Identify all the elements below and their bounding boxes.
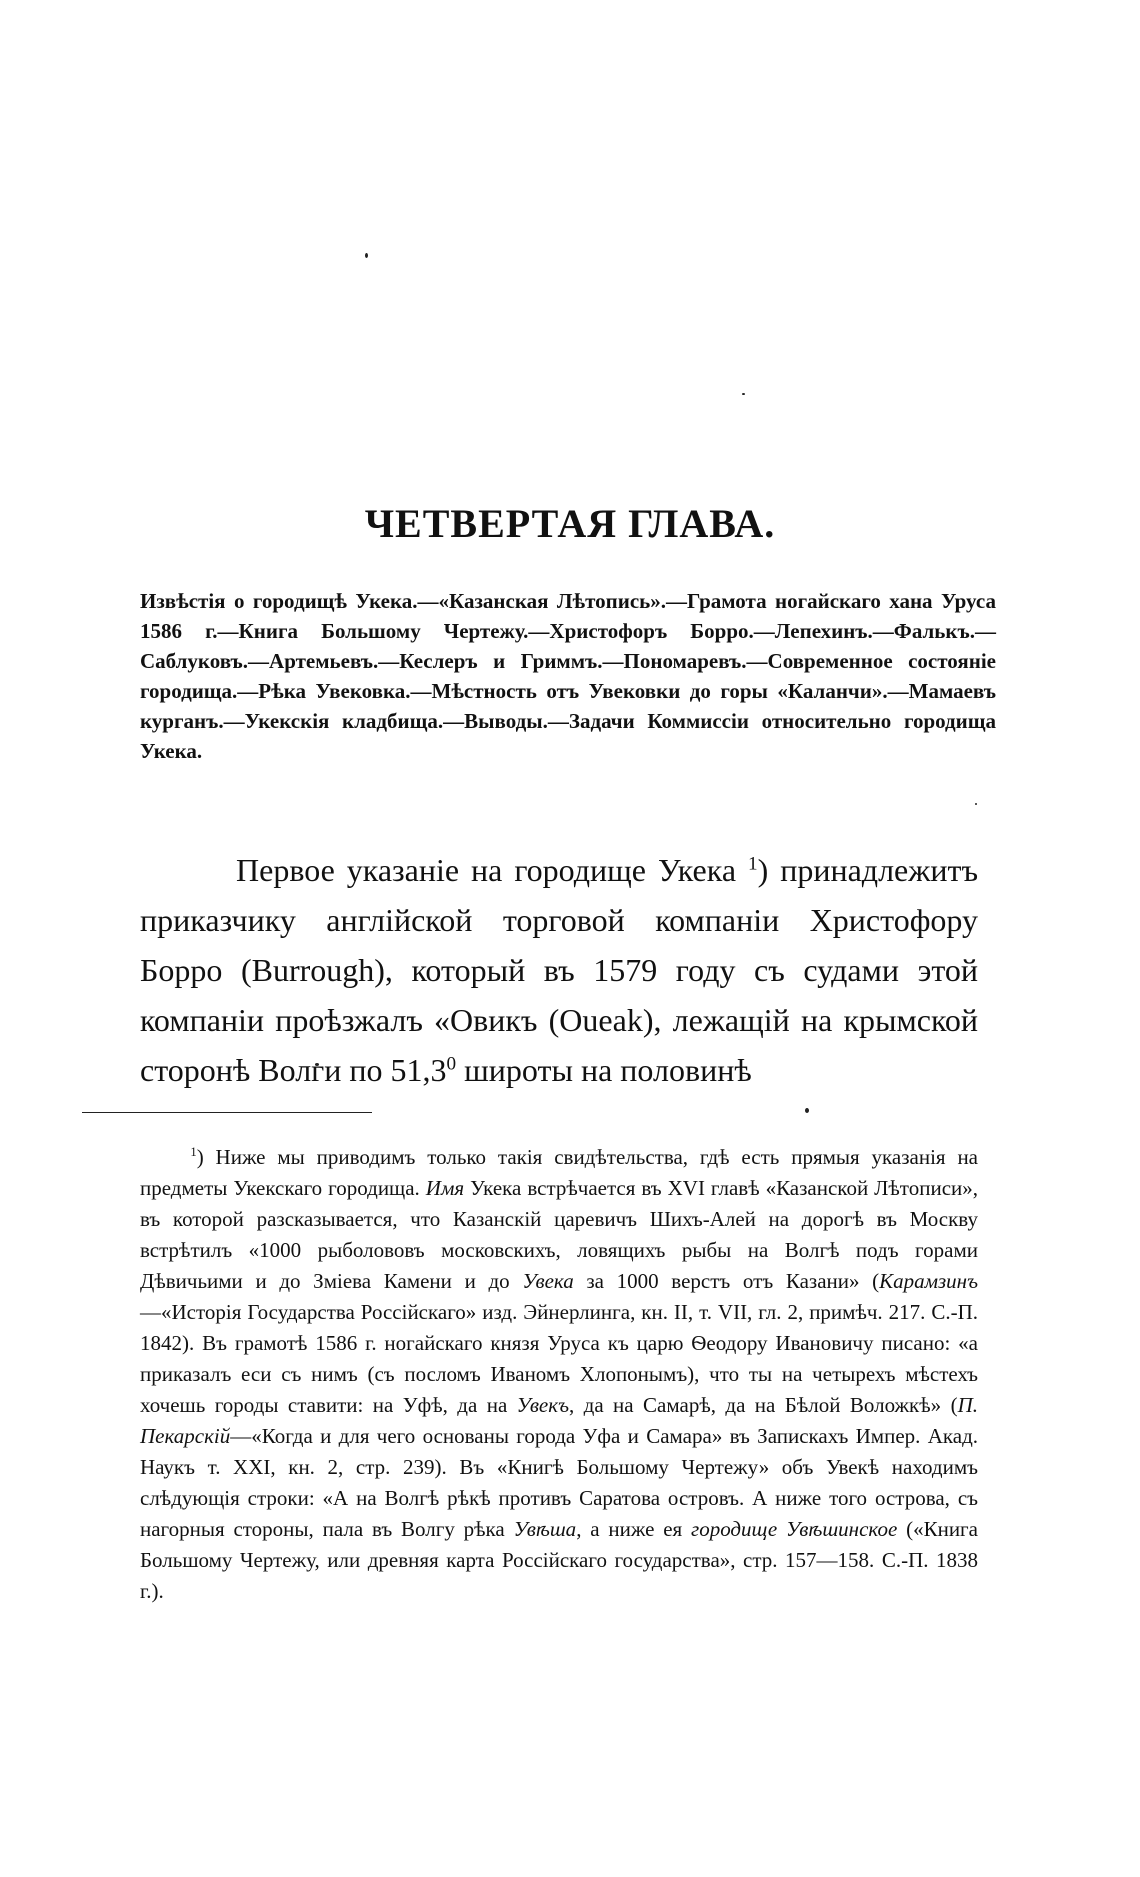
footnote-text: —«Когда и для чего основаны города Уфа и Самара» въ Запискахъ Импер. Акад. Наукъ т. XXI, кн. 2, стр. 239). Въ «Книгѣ Большому Чертежу» объ Увекѣ находимъ слѣдующія строки: «А на Волгѣ рѣкѣ противъ Саратова островъ. А ниже того острова, съ нагорныя стороны, пала въ Волгу рѣка — [140, 1424, 978, 1541]
paragraph-text: широты на половинѣ — [456, 1052, 752, 1088]
footnote-marker: 1 — [190, 1145, 197, 1159]
chapter-summary: Извѣстія о городищѣ Укека.—«Казанская Лѣтопись».—Грамота ногайскаго хана Уруса 1586 г.—Книга Большому Чертежу.—Христофоръ Борро.—Лепехинъ.—Фалькъ.—Саблуковъ.—Артемьевъ.—Кеслеръ и Гриммъ.—Пономаревъ.—Современное состояніе городища.—Рѣка Увековка.—Мѣстность отъ Увековки до горы «Каланчи».—Мамаевъ курганъ.—Укекскія кладбища.—Выводы.—Задачи Коммиссіи относительно городища Укека. — [140, 589, 996, 763]
footnote-italic: Имя — [425, 1176, 465, 1200]
chapter-title: ЧЕТВЕРТАЯ ГЛАВА. — [364, 501, 776, 546]
footnote-text: ) Ниже мы приводимъ только такія свидѣтельства, гдѣ есть прямыя указанія на предметы Укекскаго городища. — [140, 1145, 978, 1200]
footnote-text: за 1000 верстъ отъ Казани» ( — [573, 1269, 880, 1293]
footnote-text: Укека встрѣчается въ XVI главѣ «Казанской Лѣтописи», въ которой разсказывается, что Казанскій царевичъ Шихъ-Алей на дорогѣ въ Москву встрѣтилъ «1000 рыболововъ московскихъ, ловящихъ рыбы на Волгѣ подъ горами Дѣвичьими и до Зміева Камени и до — [140, 1176, 978, 1293]
footnote-reference: 1 — [748, 853, 758, 875]
footnote-italic: городище Увѣшинское — [691, 1517, 898, 1541]
scan-speck — [805, 1108, 809, 1113]
footnote-text: («Книга Большому Чертежу, или древняя карта Россійскаго государства», стр. 157—158. С.-П. 1838 г.). — [140, 1517, 978, 1603]
footnote-italic: Карамзинъ — [879, 1269, 978, 1293]
footnote-italic: Увѣша — [513, 1517, 577, 1541]
footnote — [140, 1142, 978, 1607]
footnote-italic: Увекъ — [516, 1393, 569, 1417]
degree-mark: 0 — [446, 1053, 457, 1075]
footnote-divider — [82, 1112, 372, 1113]
paragraph-text: Первое указаніе на городище Укека — [236, 852, 748, 888]
footnote-italic: П. Пекарскій — [140, 1393, 978, 1448]
main-paragraph — [140, 845, 978, 1095]
footnote-italic: Увека — [522, 1269, 574, 1293]
scan-speck — [365, 253, 368, 258]
footnote-text: , а ниже ея — [576, 1517, 692, 1541]
scan-speck — [742, 393, 745, 395]
scan-speck — [975, 803, 977, 805]
footnote-text: —«Исторія Государства Россійскаго» изд. Эйнерлинга, кн. II, т. VII, гл. 2, примѣч. 217. С.-П. 1842). Въ грамотѣ 1586 г. ногайскаго князя Уруса къ царю Ѳеодору Ивановичу писано: «а приказалъ еси съ нимъ (съ посломъ Иваномъ Хлопонымъ), что ты на четырехъ мѣстехъ хочешь городы ставити: на Уфѣ, да на — [140, 1300, 978, 1417]
paragraph-text: ) принадлежитъ приказчику англійской торговой компаніи Христофору Борро (Burrough), который въ 1579 году съ судами этой компаніи проѣзжалъ «Овикъ (Oueak), лежащій на крымской сторонѣ Волги по 51,3 — [140, 852, 979, 1088]
footnote-text: , да на Самарѣ, да на Бѣлой Воложкѣ» ( — [568, 1393, 958, 1417]
